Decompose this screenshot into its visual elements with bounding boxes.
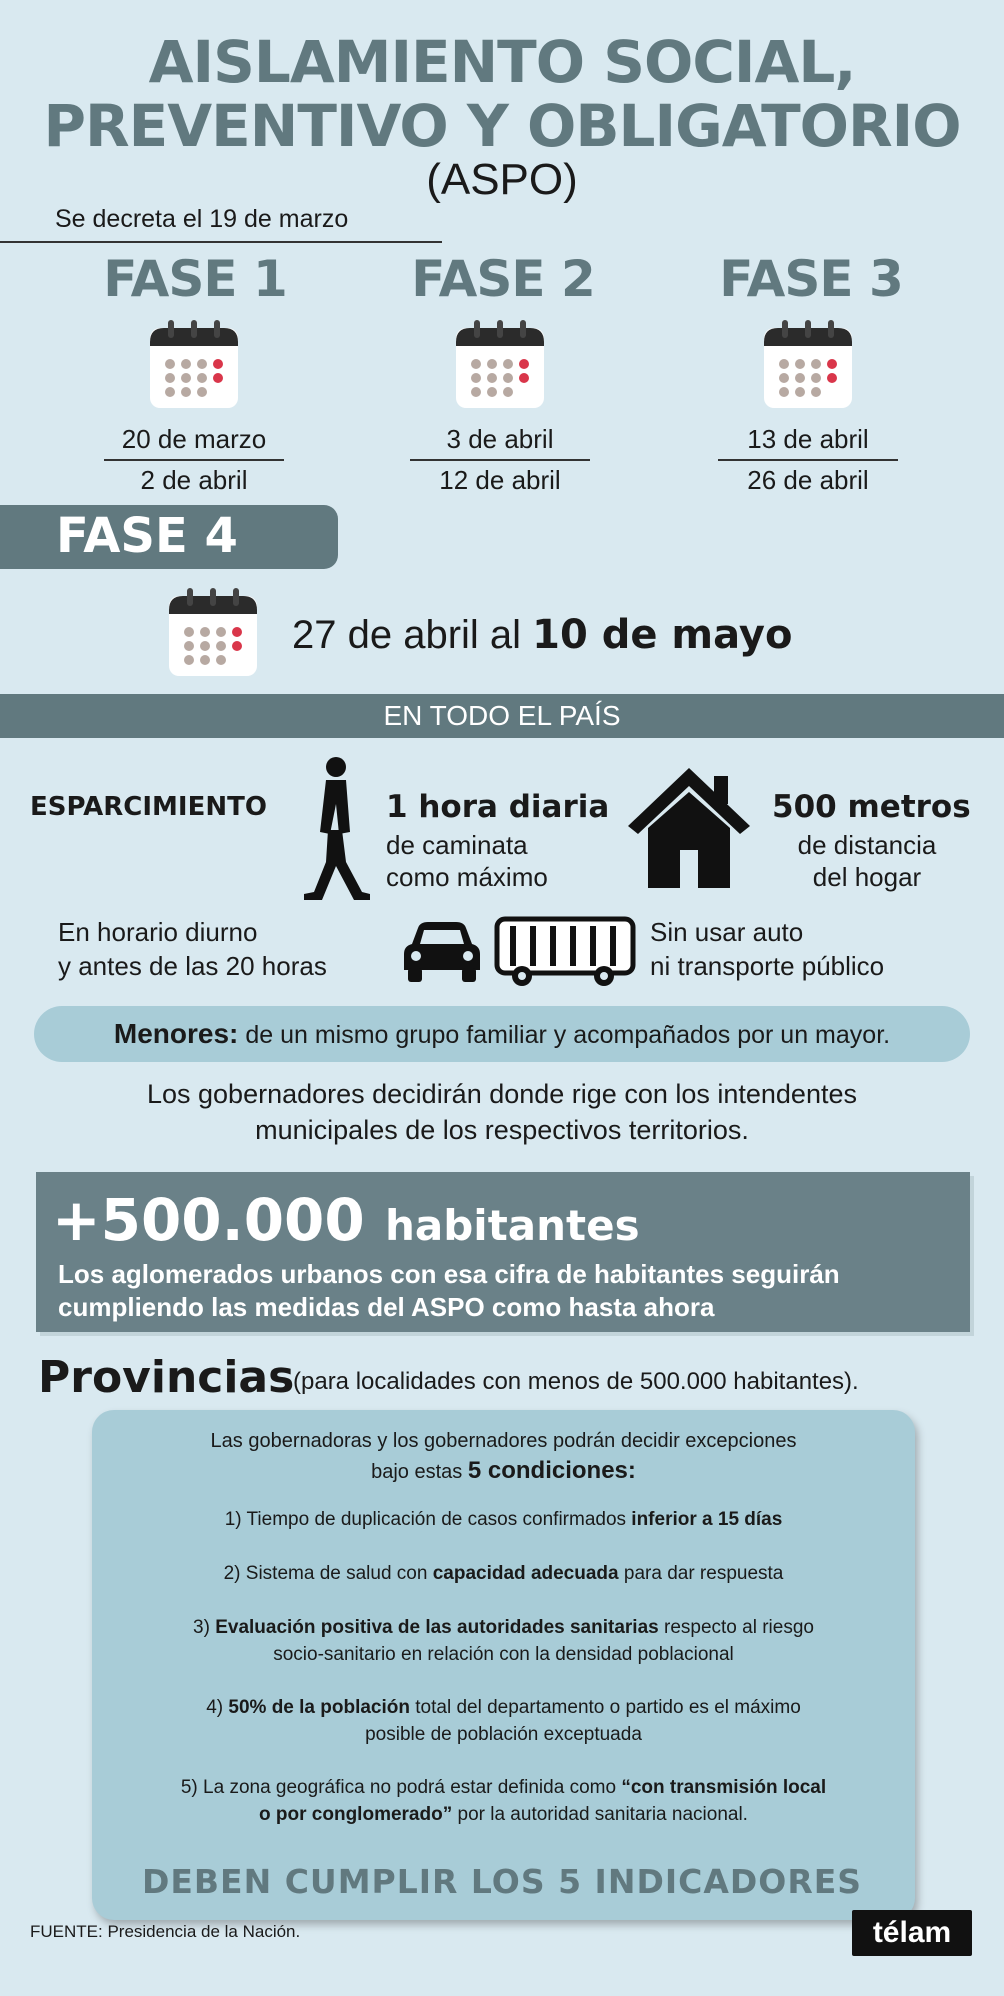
condition-1	[92, 1506, 915, 1533]
conditions-header	[92, 1426, 915, 1487]
calendar-icon	[760, 316, 856, 412]
divider	[0, 241, 442, 243]
phase-4-date-end: 10 de mayo	[532, 612, 793, 658]
minors-text: de un mismo grupo familiar y acompañados por un mayor.	[238, 1021, 891, 1049]
phase-3-divider	[718, 459, 898, 461]
phase-1-start: 20 de marzo	[121, 424, 267, 454]
phase-2-end: 12 de abril	[439, 465, 561, 495]
condition-5-bold-2: o por conglomerado”	[259, 1804, 453, 1825]
condition-2-text: 2) Sistema de salud con	[223, 1563, 433, 1584]
big-cities-headline	[52, 1186, 640, 1254]
distance-limit-line-2: de distancia	[797, 830, 937, 860]
condition-4-line-1	[92, 1694, 915, 1721]
condition-5-line-1	[92, 1774, 915, 1801]
population-number: +500.000	[52, 1186, 365, 1254]
telam-logo: télam	[852, 1910, 972, 1956]
conditions-header-line-1: Las gobernadoras y los gobernadores podrán decidir excepciones	[210, 1430, 797, 1452]
condition-3-tail: respecto al riesgo	[658, 1617, 814, 1638]
condition-3-number: 3)	[193, 1617, 216, 1638]
distance-limit-detail	[772, 829, 962, 893]
population-unit: habitantes	[384, 1201, 640, 1250]
distance-limit-line-3: del hogar	[812, 862, 922, 892]
phase-1-title: FASE 1	[103, 250, 287, 308]
conditions-header-line-2	[92, 1456, 915, 1487]
walking-person-icon	[292, 754, 376, 902]
condition-3-line-1	[92, 1614, 915, 1641]
phase-3-end: 26 de abril	[747, 465, 869, 495]
condition-4-tail: total del departamento o partido es el máximo	[410, 1697, 801, 1718]
source-note: FUENTE: Presidencia de la Nación.	[30, 1922, 301, 1941]
condition-3	[92, 1614, 915, 1668]
phase-2-divider	[410, 459, 590, 461]
transport-line-1: Sin usar auto	[650, 917, 804, 947]
phase-2-title: FASE 2	[411, 250, 595, 308]
phase-4-title: FASE 4	[56, 508, 238, 564]
governors-note	[0, 1076, 1004, 1148]
condition-1-text: 1) Tiempo de duplicación de casos confirmados	[224, 1509, 632, 1530]
big-cities-line-1: Los aglomerados urbanos con esa cifra de habitantes seguirán	[58, 1259, 840, 1289]
car-icon	[402, 918, 482, 984]
condition-1-bold: inferior a 15 días	[631, 1509, 783, 1530]
condition-4-number: 4)	[206, 1697, 229, 1718]
phase-4-dates	[292, 612, 792, 658]
provinces-subtitle: (para localidades con menos de 500.000 habitantes).	[293, 1368, 859, 1395]
hour-limit-line-3: como máximo	[386, 862, 548, 892]
calendar-icon	[452, 316, 548, 412]
distance-limit: 500 metros	[772, 789, 971, 825]
provinces-title: Provincias	[38, 1352, 295, 1403]
condition-2	[92, 1560, 915, 1587]
phase-1-divider	[104, 459, 284, 461]
transport-note	[650, 915, 884, 983]
decree-date: Se decreta el 19 de marzo	[55, 205, 349, 233]
schedule-note	[58, 915, 327, 983]
condition-2-bold: capacidad adecuada	[432, 1563, 619, 1584]
house-icon	[624, 762, 754, 892]
title-line-2: PREVENTIVO Y OBLIGATORIO	[43, 92, 961, 160]
phase-3-title: FASE 3	[719, 250, 903, 308]
conditions-count: 5 condiciones:	[467, 1457, 636, 1484]
condition-5-line-2	[92, 1801, 915, 1828]
must-meet-indicators: DEBEN CUMPLIR LOS 5 INDICADORES	[141, 1862, 863, 1901]
bus-icon	[494, 916, 636, 988]
calendar-icon	[165, 584, 261, 680]
minors-label: Menores:	[113, 1018, 239, 1049]
recreation-label: ESPARCIMIENTO	[30, 792, 267, 822]
condition-4-bold: 50% de la población	[228, 1697, 410, 1718]
calendar-icon	[146, 316, 242, 412]
big-cities-description	[58, 1258, 840, 1324]
governors-line-2: municipales de los respectivos territorios.	[255, 1115, 749, 1145]
condition-3-line-2: socio-sanitario en relación con la densidad poblacional	[273, 1644, 734, 1665]
hour-limit-detail	[386, 829, 548, 893]
condition-5-text: 5) La zona geográfica no podrá estar definida como	[180, 1777, 622, 1798]
phase-4-date-prefix: 27 de abril al	[292, 613, 533, 657]
big-cities-line-2: cumpliendo las medidas del ASPO como hasta ahora	[58, 1292, 715, 1322]
condition-3-bold: Evaluación positiva de las autoridades sanitarias	[215, 1617, 659, 1638]
condition-5-bold-1: “con transmisión local	[621, 1777, 827, 1798]
condition-5	[92, 1774, 915, 1828]
hour-limit-line-2: de caminata	[386, 830, 528, 860]
condition-2-tail: para dar respuesta	[618, 1563, 784, 1584]
phase-1-end: 2 de abril	[140, 465, 248, 495]
phase-3-start: 13 de abril	[747, 424, 869, 454]
governors-line-1: Los gobernadores decidirán donde rige con los intendentes	[146, 1079, 857, 1109]
conditions-header-prefix: bajo estas	[371, 1461, 468, 1483]
hour-limit: 1 hora diaria	[386, 789, 610, 825]
condition-4-line-2: posible de población exceptuada	[365, 1724, 642, 1745]
schedule-line-2: y antes de las 20 horas	[58, 951, 327, 981]
phase-2-start: 3 de abril	[446, 424, 554, 454]
condition-4	[92, 1694, 915, 1748]
schedule-line-1: En horario diurno	[58, 917, 258, 947]
minors-note	[34, 1006, 970, 1063]
title-line-1: AISLAMIENTO SOCIAL,	[148, 28, 856, 96]
title-acronym: (ASPO)	[426, 155, 578, 204]
section-banner: EN TODO EL PAÍS	[0, 694, 1004, 738]
condition-5-tail: por la autoridad sanitaria nacional.	[452, 1804, 748, 1825]
transport-line-2: ni transporte público	[650, 951, 885, 981]
